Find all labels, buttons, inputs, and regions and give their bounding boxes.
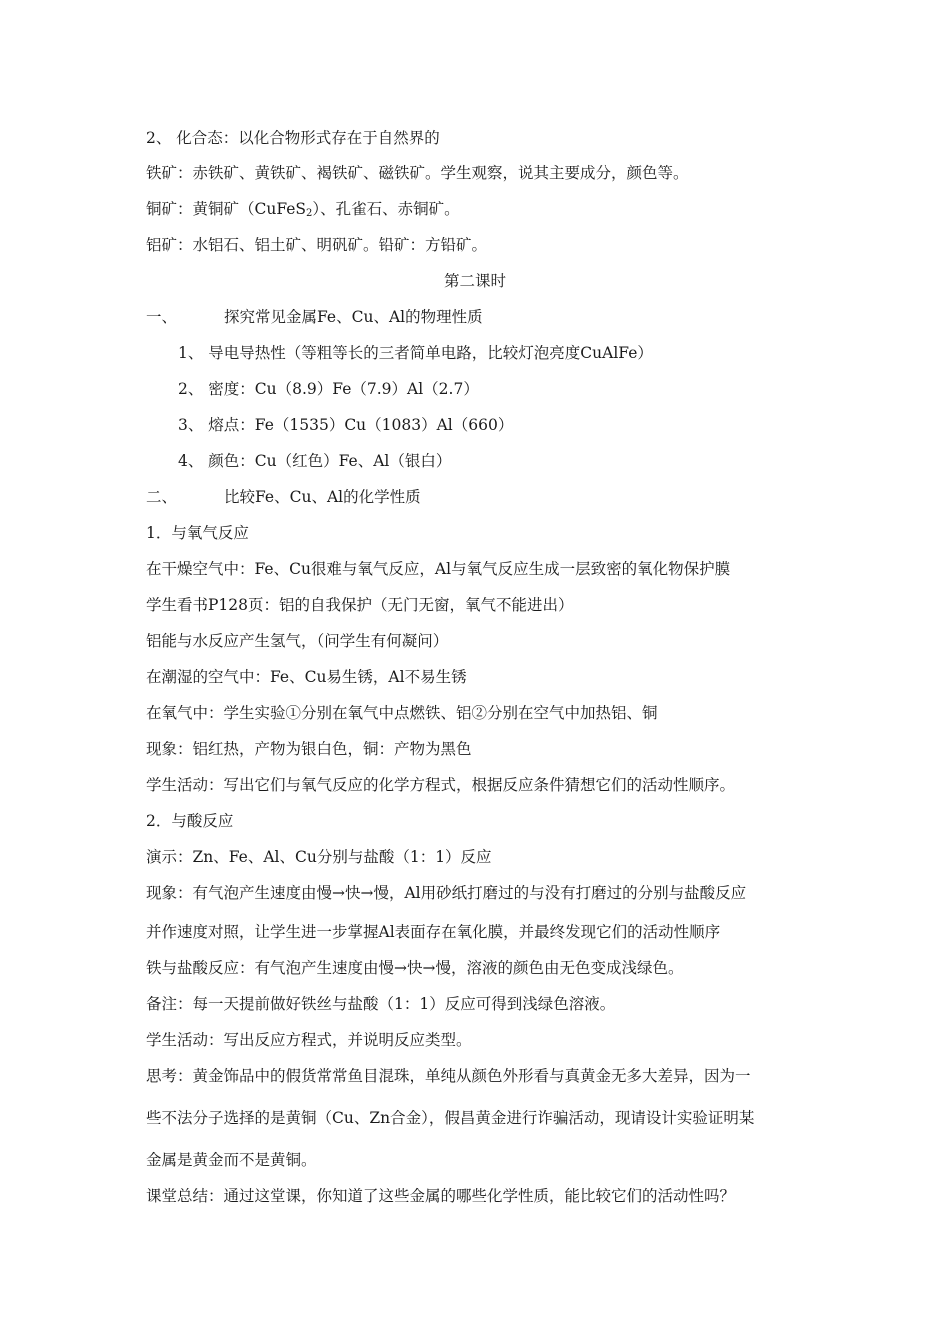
text-line: 备注：每一天提前做好铁丝与盐酸（1：1）反应可得到浅绿色溶液。 bbox=[146, 995, 616, 1013]
text-line bbox=[146, 199, 826, 219]
text-line: 在氧气中：学生实验①分别在氧气中点燃铁、铝②分别在空气中加热铝、铜 bbox=[146, 704, 658, 722]
text-line: 在干燥空气中：Fe、Cu很难与氧气反应，Al与氧气反应生成一层致密的氧化物保护膜 bbox=[146, 560, 731, 578]
text-line: 些不法分子选择的是黄铜（Cu、Zn合金），假昌黄金进行诈骗活动，现请设计实验证明某 bbox=[146, 1109, 755, 1127]
text-line: 2、 化合态：以化合物形式存在于自然界的 bbox=[146, 129, 440, 147]
section-title-text: 探究常见金属Fe、Cu、Al的物理性质 bbox=[224, 308, 483, 326]
list-item: 3、 熔点：Fe（1535）Cu（1083）Al（660） bbox=[178, 416, 514, 434]
text-line: 演示：Zn、Fe、Al、Cu分别与盐酸（1：1）反应 bbox=[146, 848, 492, 866]
text-line: 学生活动：写出反应方程式，并说明反应类型。 bbox=[146, 1031, 472, 1049]
text-line: 现象：铝红热，产物为银白色，铜：产物为黑色 bbox=[146, 740, 472, 758]
text-line: 铝能与水反应产生氢气，（问学生有何凝问） bbox=[146, 632, 449, 650]
text-fragment: 铜矿：黄铜矿（CuFeS bbox=[146, 200, 307, 218]
subscript: 2 bbox=[306, 208, 313, 219]
text-fragment: ）、孔雀石、赤铜矿。 bbox=[312, 200, 460, 218]
text-line: 在潮湿的空气中：Fe、Cu易生锈，Al不易生锈 bbox=[146, 668, 467, 686]
text-line: 铝矿：水铝石、铝土矿、明矾矿。铅矿：方铅矿。 bbox=[146, 236, 488, 254]
text-line: 学生看书P128页：铝的自我保护（无门无窗，氧气不能进出） bbox=[146, 596, 574, 614]
text-line: 现象：有气泡产生速度由慢→快→慢，Al用砂纸打磨过的与没有打磨过的分别与盐酸反应 bbox=[146, 884, 747, 902]
section-number: 一、 bbox=[146, 308, 178, 326]
text-line: 金属是黄金而不是黄铜。 bbox=[146, 1151, 317, 1169]
list-item: 1、 导电导热性（等粗等长的三者简单电路，比较灯泡亮度CuAlFe） bbox=[178, 344, 653, 362]
section-heading: 第二课时 bbox=[443, 272, 506, 290]
text-line: 并作速度对照，让学生进一步掌握Al表面存在氧化膜，并最终发现它们的活动性顺序 bbox=[146, 923, 721, 941]
text-line: 铁与盐酸反应：有气泡产生速度由慢→快→慢，溶液的颜色由无色变成浅绿色。 bbox=[146, 959, 684, 977]
text-line: 思考：黄金饰品中的假货常常鱼目混珠，单纯从颜色外形看与真黄金无多大差异，因为一 bbox=[146, 1067, 751, 1085]
text-line: 2．与酸反应 bbox=[146, 812, 234, 830]
text-line: 1．与氧气反应 bbox=[146, 524, 249, 542]
text-line: 铁矿：赤铁矿、黄铁矿、褐铁矿、磁铁矿。学生观察，说其主要成分，颜色等。 bbox=[146, 164, 689, 182]
section-number: 二、 bbox=[146, 488, 178, 506]
list-item: 4、 颜色：Cu（红色）Fe、Al（银白） bbox=[178, 452, 452, 470]
section-title-text: 比较Fe、Cu、Al的化学性质 bbox=[224, 488, 421, 506]
list-item: 2、 密度：Cu（8.9）Fe（7.9）Al（2.7） bbox=[178, 380, 479, 398]
section-title bbox=[146, 307, 826, 327]
text-line: 学生活动：写出它们与氧气反应的化学方程式，根据反应条件猜想它们的活动性顺序。 bbox=[146, 776, 736, 794]
section-title bbox=[146, 487, 826, 507]
text-line: 课堂总结：通过这堂课，你知道了这些金属的哪些化学性质，能比较它们的活动性吗？ bbox=[146, 1187, 736, 1205]
